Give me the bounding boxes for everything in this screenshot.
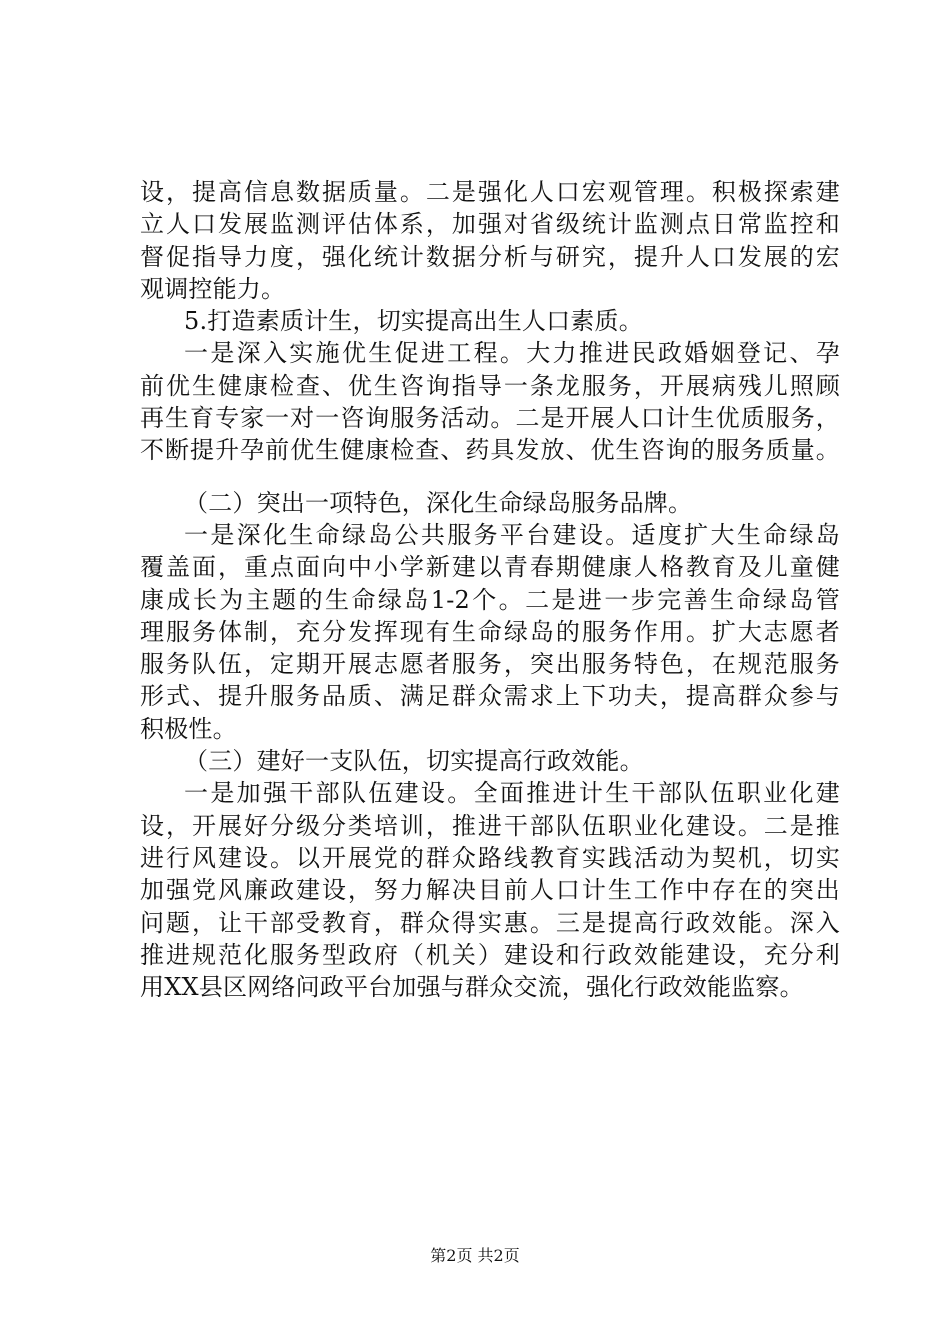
text-line: 康成长为主题的生命绿岛1-2个。二是进一步完善生命绿岛管 <box>140 585 840 614</box>
text-line: 前优生健康检查、优生咨询指导一条龙服务，开展病残儿照顾 <box>140 371 840 400</box>
text-line: 服务队伍，定期开展志愿者服务，突出服务特色，在规范服务 <box>140 650 840 679</box>
text-line: 一是深化生命绿岛公共服务平台建设。适度扩大生命绿岛 <box>184 520 840 549</box>
text-line: 立人口发展监测评估体系，加强对省级统计监测点日常监控和 <box>140 210 840 239</box>
text-line: 设，提高信息数据质量。二是强化人口宏观管理。积极探索建 <box>140 178 840 206</box>
text-line: 问题，让干部受教育，群众得实惠。三是提高行政效能。深入 <box>140 908 840 937</box>
text-line: 推进规范化服务型政府（机关）建设和行政效能建设，充分利 <box>140 940 840 969</box>
text-line: 进行风建设。以开展党的群众路线教育实践活动为契机，切实 <box>140 843 840 872</box>
text-line: 一是加强干部队伍建设。全面推进计生干部队伍职业化建 <box>184 779 840 808</box>
text-line: 加强党风廉政建设，努力解决目前人口计生工作中存在的突出 <box>140 876 840 905</box>
text-line: 覆盖面，重点面向中小学新建以青春期健康人格教育及儿童健 <box>140 553 840 582</box>
text-line: 再生育专家一对一咨询服务活动。二是开展人口计生优质服务， <box>140 404 840 433</box>
document-body <box>140 176 840 1003</box>
paragraph-gap <box>140 467 840 487</box>
text-line: 理服务体制，充分发挥现有生命绿岛的服务作用。扩大志愿者 <box>140 617 840 646</box>
text-line: 督促指导力度，强化统计数据分析与研究，提升人口发展的宏 <box>140 242 840 271</box>
text-line: 观调控能力。 <box>140 274 286 303</box>
text-line: 用XX县区网络问政平台加强与群众交流，强化行政效能监察。 <box>140 973 804 1002</box>
text-line: 不断提升孕前优生健康检查、药具发放、优生咨询的服务质量。 <box>140 436 840 465</box>
text-line: 一是深入实施优生促进工程。大力推进民政婚姻登记、孕 <box>184 339 840 368</box>
section-heading: （二）突出一项特色，深化生命绿岛服务品牌。 <box>184 488 693 517</box>
text-line: 设，开展好分级分类培训，推进干部队伍职业化建设。二是推 <box>140 811 840 840</box>
text-line: 形式、提升服务品质、满足群众需求上下功夫，提高群众参与 <box>140 682 840 711</box>
section-heading: （三）建好一支队伍，切实提高行政效能。 <box>184 747 644 776</box>
section-heading: 5.打造素质计生，切实提高出生人口素质。 <box>184 307 643 336</box>
page-number-footer: 第2页 共2页 <box>430 1246 520 1265</box>
text-line: 积极性。 <box>140 714 237 743</box>
